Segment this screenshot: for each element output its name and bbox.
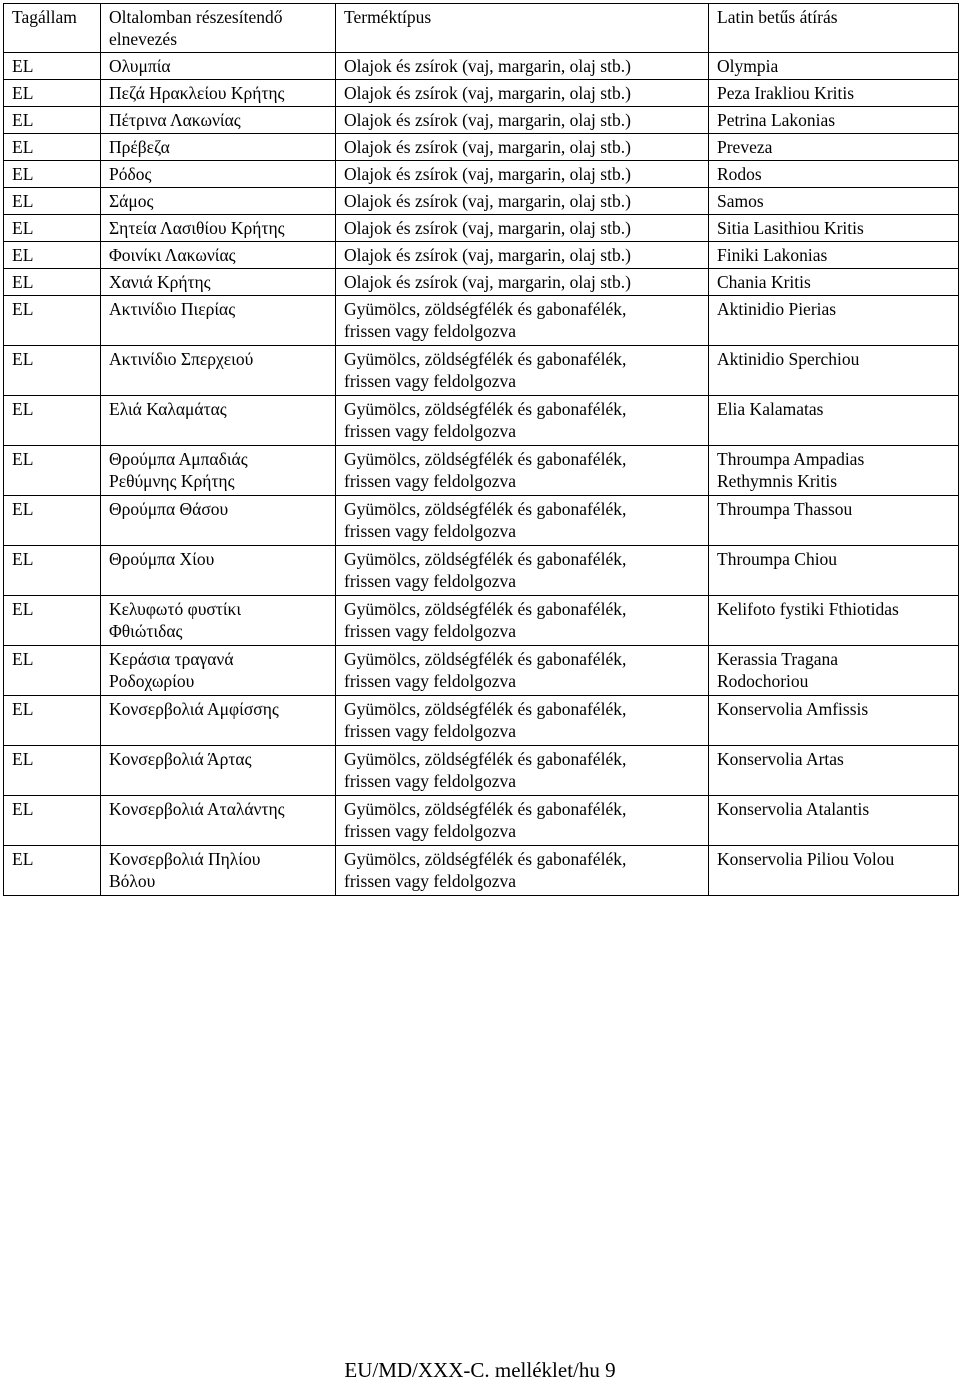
table-row	[4, 134, 959, 161]
product-type-cell: Gyümölcs, zöldségfélék és gabonafélék, frissen vagy feldolgozva	[336, 546, 709, 596]
protected-name-cell: Ακτινίδιο Πιερίας	[101, 296, 336, 346]
latin-transcription-cell: Rodos	[709, 161, 959, 188]
protected-name-cell: Πέτρινα Λακωνίας	[101, 107, 336, 134]
member-state-cell: EL	[4, 846, 101, 896]
latin-transcription-cell: Konservolia Atalantis	[709, 796, 959, 846]
member-state-cell: EL	[4, 596, 101, 646]
latin-transcription-cell: Throumpa Ampadias Rethymnis Kritis	[709, 446, 959, 496]
protected-name-cell: Ολυμπία	[101, 53, 336, 80]
protected-name-cell: Χανιά Κρήτης	[101, 269, 336, 296]
product-type-cell: Gyümölcs, zöldségfélék és gabonafélék, frissen vagy feldolgozva	[336, 696, 709, 746]
member-state-cell: EL	[4, 242, 101, 269]
latin-transcription-cell: Konservolia Piliou Volou	[709, 846, 959, 896]
latin-transcription-cell: Olympia	[709, 53, 959, 80]
protected-name-cell: Πρέβεζα	[101, 134, 336, 161]
table-row	[4, 646, 959, 696]
table-row	[4, 396, 959, 446]
protected-name-cell: Θρούμπα Θάσου	[101, 496, 336, 546]
product-type-cell: Olajok és zsírok (vaj, margarin, olaj stb.)	[336, 215, 709, 242]
table-row	[4, 215, 959, 242]
header-member-state: Tagállam	[4, 4, 101, 53]
table-header-row	[4, 4, 959, 53]
member-state-cell: EL	[4, 646, 101, 696]
latin-transcription-cell: Aktinidio Pierias	[709, 296, 959, 346]
table-row	[4, 346, 959, 396]
product-type-cell: Gyümölcs, zöldségfélék és gabonafélék, frissen vagy feldolgozva	[336, 596, 709, 646]
table-row	[4, 746, 959, 796]
product-type-cell: Olajok és zsírok (vaj, margarin, olaj stb.)	[336, 161, 709, 188]
member-state-cell: EL	[4, 696, 101, 746]
product-type-cell: Gyümölcs, zöldségfélék és gabonafélék, frissen vagy feldolgozva	[336, 796, 709, 846]
protected-name-cell: Κεράσια τραγανά Ροδοχωρίου	[101, 646, 336, 696]
product-type-cell: Olajok és zsírok (vaj, margarin, olaj stb.)	[336, 269, 709, 296]
latin-transcription-cell: Kerassia Tragana Rodochoriou	[709, 646, 959, 696]
latin-transcription-cell: Finiki Lakonias	[709, 242, 959, 269]
member-state-cell: EL	[4, 107, 101, 134]
protected-name-cell: Θρούμπα Αμπαδιάς Ρεθύμνης Κρήτης	[101, 446, 336, 496]
header-latin-transcription: Latin betűs átírás	[709, 4, 959, 53]
table-row	[4, 269, 959, 296]
protected-name-cell: Κονσερβολιά Άρτας	[101, 746, 336, 796]
latin-transcription-cell: Peza Irakliou Kritis	[709, 80, 959, 107]
table-row	[4, 496, 959, 546]
member-state-cell: EL	[4, 269, 101, 296]
latin-transcription-cell: Preveza	[709, 134, 959, 161]
protected-name-cell: Ελιά Καλαμάτας	[101, 396, 336, 446]
protected-name-cell: Κελυφωτό φυστίκι Φθιώτιδας	[101, 596, 336, 646]
member-state-cell: EL	[4, 53, 101, 80]
member-state-cell: EL	[4, 346, 101, 396]
table-row	[4, 846, 959, 896]
protected-name-cell: Σάμος	[101, 188, 336, 215]
table-row	[4, 107, 959, 134]
table-row	[4, 596, 959, 646]
latin-transcription-cell: Sitia Lasithiou Kritis	[709, 215, 959, 242]
product-type-cell: Gyümölcs, zöldségfélék és gabonafélék, frissen vagy feldolgozva	[336, 346, 709, 396]
latin-transcription-cell: Samos	[709, 188, 959, 215]
table-row	[4, 188, 959, 215]
protected-name-cell: Φοινίκι Λακωνίας	[101, 242, 336, 269]
page-number: EU/MD/XXX-C. melléklet/hu 9	[344, 1358, 616, 1382]
member-state-cell: EL	[4, 134, 101, 161]
member-state-cell: EL	[4, 296, 101, 346]
product-type-cell: Gyümölcs, zöldségfélék és gabonafélék, frissen vagy feldolgozva	[336, 446, 709, 496]
protected-name-cell: Σητεία Λασιθίου Κρήτης	[101, 215, 336, 242]
product-type-cell: Olajok és zsírok (vaj, margarin, olaj stb.)	[336, 188, 709, 215]
latin-transcription-cell: Aktinidio Sperchiou	[709, 346, 959, 396]
member-state-cell: EL	[4, 796, 101, 846]
latin-transcription-cell: Throumpa Thassou	[709, 496, 959, 546]
pdo-table	[3, 3, 959, 896]
latin-transcription-cell: Elia Kalamatas	[709, 396, 959, 446]
header-product-type: Terméktípus	[336, 4, 709, 53]
product-type-cell: Gyümölcs, zöldségfélék és gabonafélék, frissen vagy feldolgozva	[336, 396, 709, 446]
member-state-cell: EL	[4, 546, 101, 596]
protected-name-cell: Κονσερβολιά Αμφίσσης	[101, 696, 336, 746]
latin-transcription-cell: Chania Kritis	[709, 269, 959, 296]
member-state-cell: EL	[4, 188, 101, 215]
product-type-cell: Gyümölcs, zöldségfélék és gabonafélék, frissen vagy feldolgozva	[336, 846, 709, 896]
protected-name-cell: Κονσερβολιά Αταλάντης	[101, 796, 336, 846]
table-row	[4, 696, 959, 746]
table-row	[4, 446, 959, 496]
latin-transcription-cell: Konservolia Artas	[709, 746, 959, 796]
protected-name-cell: Πεζά Ηρακλείου Κρήτης	[101, 80, 336, 107]
table-row	[4, 161, 959, 188]
product-type-cell: Olajok és zsírok (vaj, margarin, olaj stb.)	[336, 107, 709, 134]
product-type-cell: Olajok és zsírok (vaj, margarin, olaj stb.)	[336, 80, 709, 107]
member-state-cell: EL	[4, 215, 101, 242]
product-type-cell: Olajok és zsírok (vaj, margarin, olaj stb.)	[336, 242, 709, 269]
member-state-cell: EL	[4, 80, 101, 107]
member-state-cell: EL	[4, 446, 101, 496]
latin-transcription-cell: Kelifoto fystiki Fthiotidas	[709, 596, 959, 646]
product-type-cell: Gyümölcs, zöldségfélék és gabonafélék, frissen vagy feldolgozva	[336, 746, 709, 796]
table-row	[4, 53, 959, 80]
product-type-cell: Gyümölcs, zöldségfélék és gabonafélék, frissen vagy feldolgozva	[336, 296, 709, 346]
table-row	[4, 296, 959, 346]
table-row	[4, 546, 959, 596]
product-type-cell: Olajok és zsírok (vaj, margarin, olaj stb.)	[336, 53, 709, 80]
member-state-cell: EL	[4, 161, 101, 188]
member-state-cell: EL	[4, 746, 101, 796]
product-type-cell: Olajok és zsírok (vaj, margarin, olaj stb.)	[336, 134, 709, 161]
product-type-cell: Gyümölcs, zöldségfélék és gabonafélék, frissen vagy feldolgozva	[336, 646, 709, 696]
table-row	[4, 796, 959, 846]
header-protected-name: Oltalomban részesítendő elnevezés	[101, 4, 336, 53]
member-state-cell: EL	[4, 496, 101, 546]
protected-name-cell: Θρούμπα Χίου	[101, 546, 336, 596]
protected-name-cell: Ρόδος	[101, 161, 336, 188]
latin-transcription-cell: Throumpa Chiou	[709, 546, 959, 596]
table-row	[4, 80, 959, 107]
product-type-cell: Gyümölcs, zöldségfélék és gabonafélék, frissen vagy feldolgozva	[336, 496, 709, 546]
protected-name-cell: Κονσερβολιά Πηλίου Βόλου	[101, 846, 336, 896]
table-row	[4, 242, 959, 269]
protected-name-cell: Ακτινίδιο Σπερχειού	[101, 346, 336, 396]
latin-transcription-cell: Petrina Lakonias	[709, 107, 959, 134]
latin-transcription-cell: Konservolia Amfissis	[709, 696, 959, 746]
member-state-cell: EL	[4, 396, 101, 446]
